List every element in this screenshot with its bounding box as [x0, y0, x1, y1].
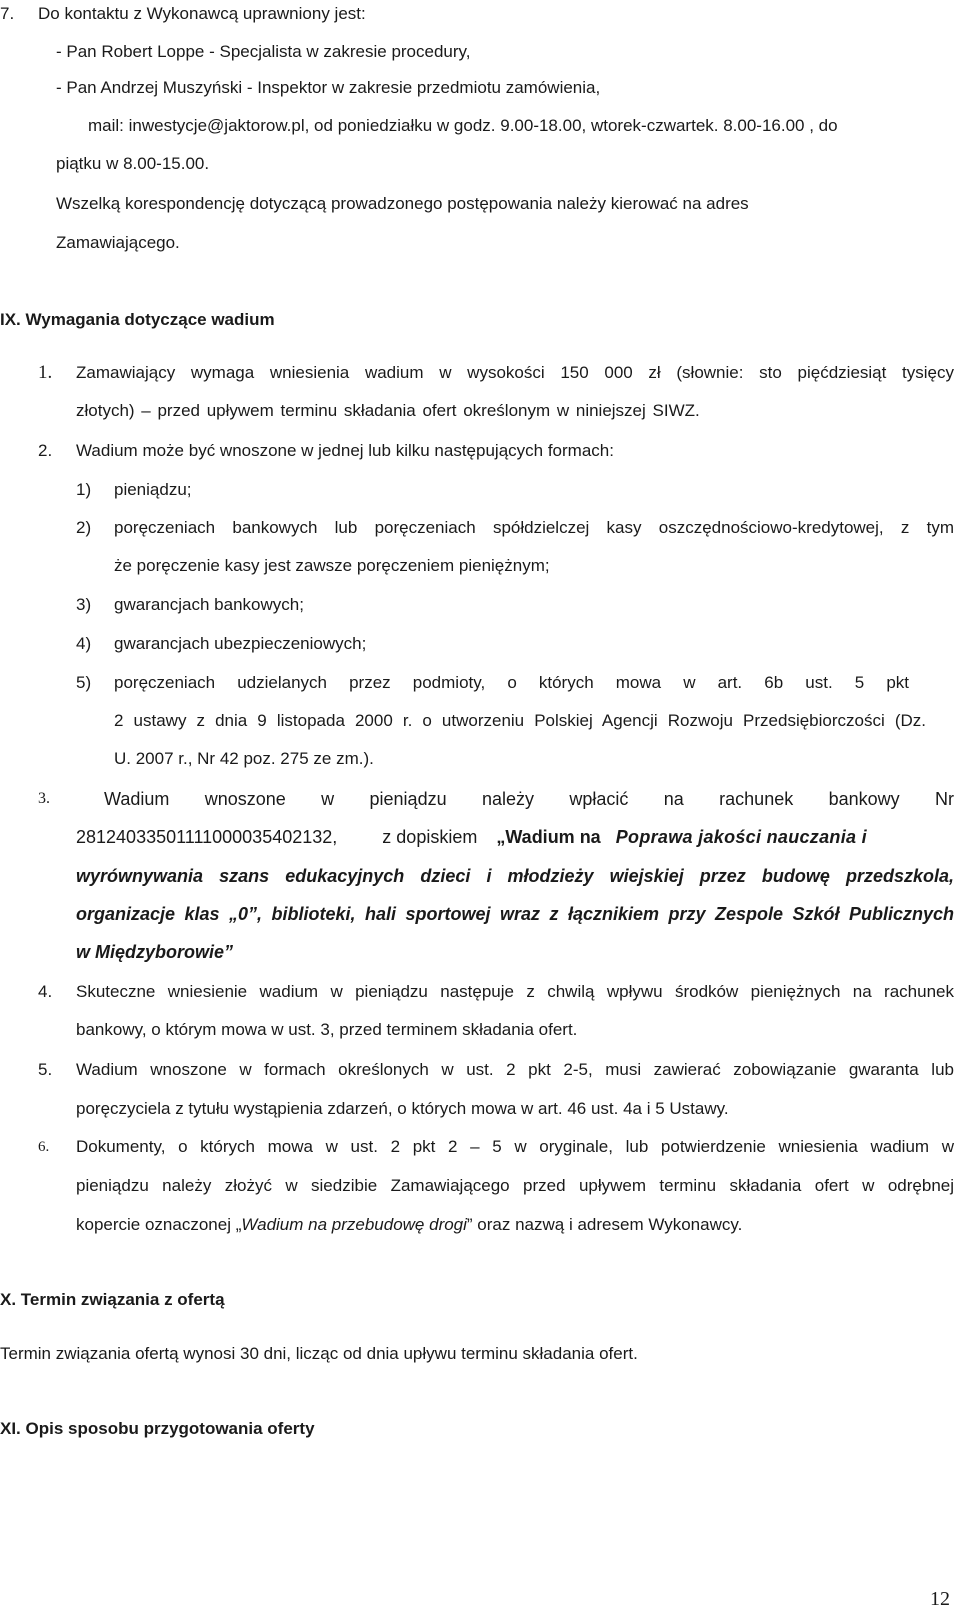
list-item-number: 3)	[76, 595, 92, 614]
paragraph-6-line-1: Dokumenty, o których mowa w ust. 2 pkt 2 – 5 w oryginale, lub potwierdzenie wniesienia wadium w	[76, 1137, 954, 1156]
paragraph-6-line-2: pieniądzu należy złożyć w siedzibie Zamawiającego przed upływem terminu składania ofert w odrębnej	[76, 1176, 954, 1195]
annotation-label: z dopiskiem	[382, 827, 478, 847]
contact-mail-hours: mail: inwestycje@jaktorow.pl, od poniedziałku w godz. 9.00-18.00, wtorek-czwartek. 8.00-16.00 , do	[88, 116, 838, 135]
paragraph-number: 6.	[38, 1139, 50, 1155]
list-item-text: gwarancjach ubezpieczeniowych;	[114, 634, 367, 653]
paragraph-number: 1.	[38, 362, 53, 383]
item-number: 7.	[0, 4, 15, 23]
list-item-text: poręczeniach bankowych lub poręczeniach spółdzielczej kasy oszczędnościowo-kredytowej, z tym	[114, 518, 954, 537]
list-item-text-cont: że poręczenie kasy jest zawsze poręczeniem pieniężnym;	[114, 556, 550, 575]
transfer-title-line-2: wyrównywania szans edukacyjnych dzieci i młodzieży wiejskiej przez budowę przedszkola,	[76, 866, 954, 886]
correspondence-note: Wszelką korespondencję dotyczącą prowadzonego postępowania należy kierować na adres	[56, 194, 749, 213]
paragraph-1-line-2: złotych) – przed upływem terminu składania ofert określonym w niniejszej SIWZ.	[76, 401, 700, 420]
text-fragment: ” oraz nazwą i adresem Wykonawcy.	[466, 1215, 743, 1234]
paragraph-1-line-1: Zamawiający wymaga wniesienia wadium w wysokości 150 000 zł (słownie: sto pięćdziesiąt tysięcy	[76, 363, 954, 382]
text-fragment: kopercie oznaczonej „	[76, 1215, 242, 1234]
list-item-text-cont: U. 2007 r., Nr 42 poz. 275 ze zm.).	[114, 749, 374, 768]
contact-intro: Do kontaktu z Wykonawcą uprawniony jest:	[38, 4, 366, 23]
list-item-number: 4)	[76, 634, 92, 653]
paragraph-5-line-1: Wadium wnoszone w formach określonych w ust. 2 pkt 2-5, musi zawierać zobowiązanie gwaranta lub	[76, 1060, 954, 1079]
paragraph-number: 5.	[38, 1060, 53, 1079]
transfer-title-line-3: organizacje klas „0”, biblioteki, hali sportowej wraz z łącznikiem przy Zespole Szkół Publicznych	[76, 904, 954, 924]
contact-person-1: - Pan Robert Loppe - Specjalista w zakresie procedury,	[56, 42, 471, 61]
transfer-title-line-4: w Międzyborowie”	[76, 942, 234, 962]
list-item-text: pieniądzu;	[114, 480, 192, 499]
contact-person-2: - Pan Andrzej Muszyński - Inspektor w zakresie przedmiotu zamówienia,	[56, 78, 601, 97]
paragraph-3-line-2	[76, 827, 954, 848]
list-item-number: 2)	[76, 518, 92, 537]
paragraph-3-line-1: Wadium wnoszone w pieniądzu należy wpłacić na rachunek bankowy Nr	[104, 789, 954, 809]
list-item-text: gwarancjach bankowych;	[114, 595, 304, 614]
paragraph-2-line-1: Wadium może być wnoszone w jednej lub kilku następujących formach:	[76, 441, 614, 460]
section-ix-title: IX. Wymagania dotyczące wadium	[0, 310, 275, 329]
transfer-title-bold: „Wadium na	[496, 827, 601, 847]
paragraph-number: 2.	[38, 441, 53, 460]
paragraph-4-line-2: bankowy, o którym mowa w ust. 3, przed terminem składania ofert.	[76, 1020, 578, 1039]
paragraph-number: 4.	[38, 982, 53, 1001]
section-x-title: X. Termin związania z ofertą	[0, 1290, 225, 1309]
list-item-number: 5)	[76, 673, 92, 692]
page-number: 12	[930, 1588, 950, 1610]
section-xi-title: XI. Opis sposobu przygotowania oferty	[0, 1419, 315, 1438]
paragraph-6-line-3	[76, 1215, 954, 1235]
list-item-number: 1)	[76, 480, 92, 499]
contact-hours-cont: piątku w 8.00-15.00.	[56, 154, 210, 173]
correspondence-note-cont: Zamawiającego.	[56, 233, 180, 252]
list-item-text: poręczeniach udzielanych przez podmioty, o których mowa w art. 6b ust. 5 pkt	[114, 673, 909, 692]
paragraph-number: 3.	[38, 790, 50, 807]
section-x-text: Termin związania ofertą wynosi 30 dni, licząc od dnia upływu terminu składania ofert.	[0, 1344, 638, 1363]
transfer-title-italic: Poprawa jakości nauczania i	[615, 827, 867, 847]
envelope-label-italic: Wadium na przebudowę drogi	[241, 1215, 467, 1234]
bank-account-number: 28124033501111000035402132,	[76, 827, 338, 847]
list-item-text-cont: 2 ustawy z dnia 9 listopada 2000 r. o utworzeniu Polskiej Agencji Rozwoju Przedsiębiorczości (Dz.	[114, 711, 926, 730]
paragraph-4-line-1: Skuteczne wniesienie wadium w pieniądzu następuje z chwilą wpływu środków pieniężnych na rachunek	[76, 982, 954, 1001]
paragraph-5-line-2: poręczyciela z tytułu wystąpienia zdarzeń, o których mowa w art. 46 ust. 4a i 5 Ustawy.	[76, 1099, 729, 1118]
